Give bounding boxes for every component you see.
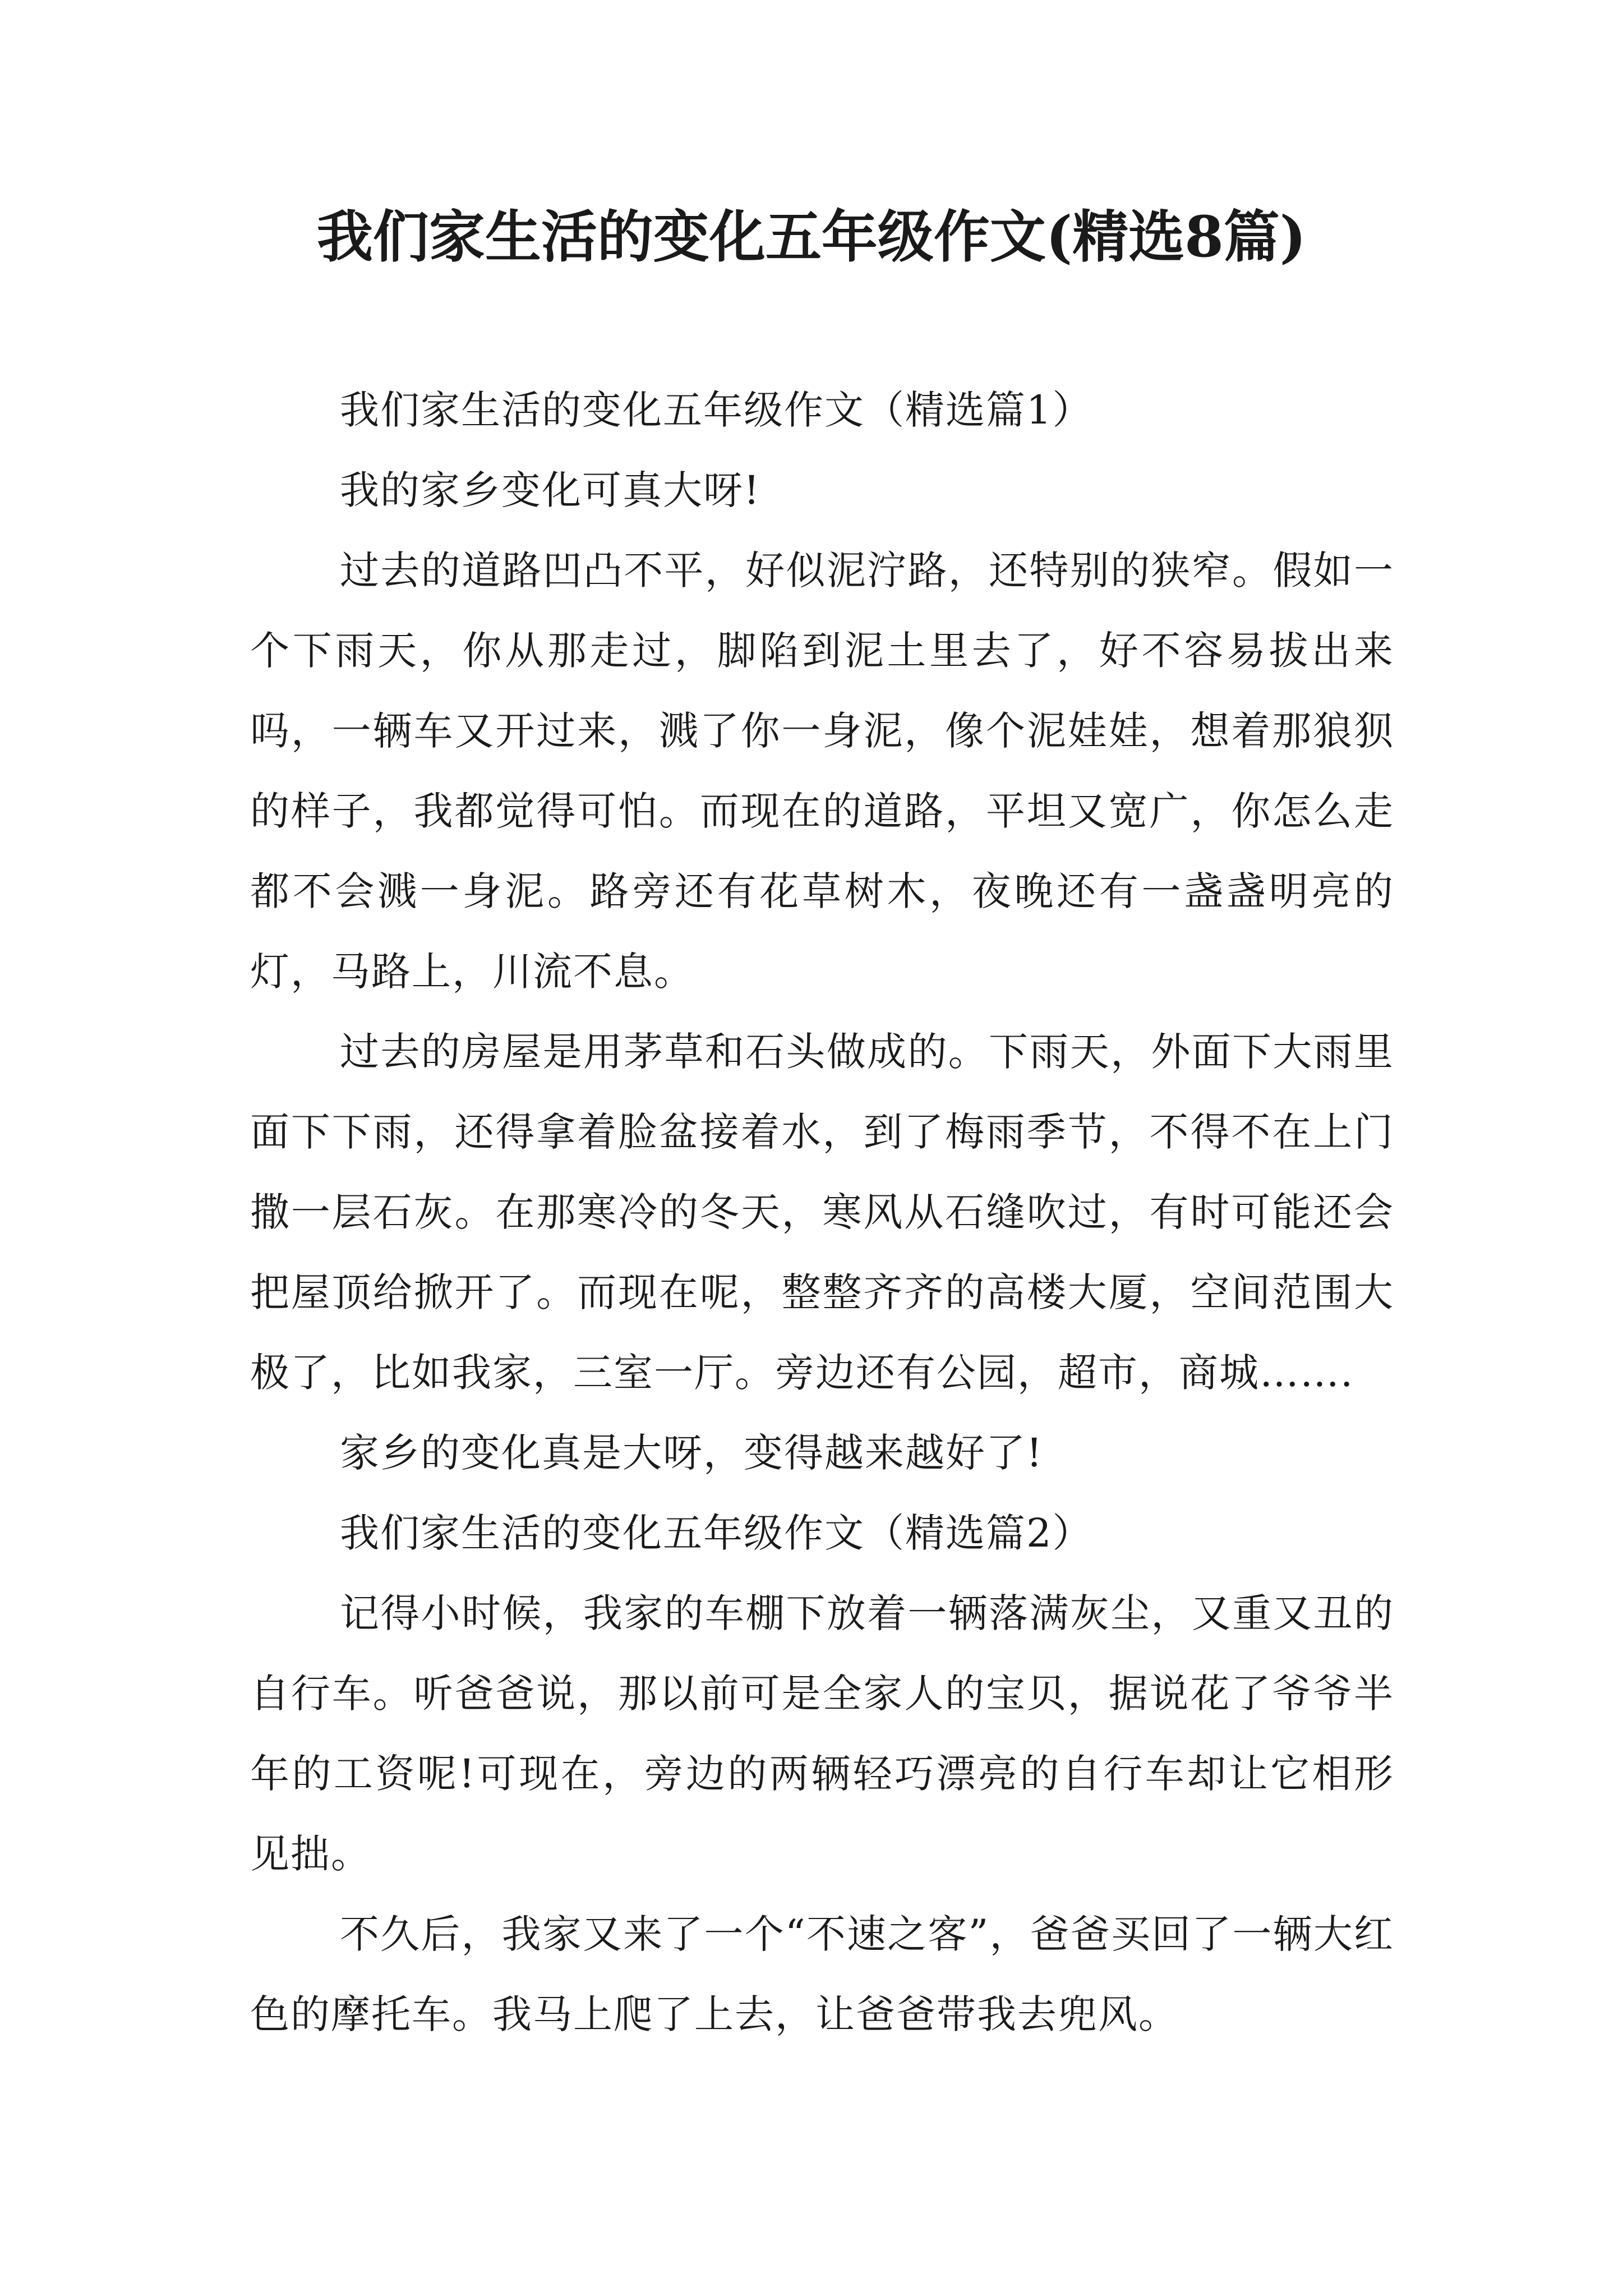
paragraph-2: 过去的道路凹凸不平，好似泥泞路，还特别的狭窄。假如一个下雨天，你从那走过，脚陷到泥土里去了，好不容易拔出来吗，一辆车又开过来，溅了你一身泥，像个泥娃娃，想着那狼狈的样子，我都觉得可怕。而现在的道路，平坦又宽广，你怎么走都不会溅一身泥。路旁还有花草树木，夜晚还有一盏盏明亮的灯，马路上，川流不息。 — [250, 547, 1394, 995]
section-heading-2: 我们家生活的变化五年级作文（精选篇2） — [340, 1510, 1093, 1556]
paragraph-3: 过去的房屋是用茅草和石头做成的。下雨天，外面下大雨里面下下雨，还得拿着脸盆接着水，到了梅雨季节，不得不在上门撒一层石灰。在那寒冷的冬天，寒风从石缝吹过，有时可能还会把屋顶给掀开了。而现在呢，整整齐齐的高楼大厦，空间范围大极了，比如我家，三室一厅。旁边还有公园，超市，商城……. — [250, 1029, 1394, 1396]
paragraph-6: 不久后，我家又来了一个“不速之客”，爸爸买回了一辆大红色的摩托车。我马上爬了上去，让爸爸带我去兜风。 — [250, 1911, 1394, 2037]
paragraph-5: 记得小时候，我家的车棚下放着一辆落满灰尘，又重又丑的自行车。听爸爸说，那以前可是全家人的宝贝，据说花了爷爷半年的工资呢!可现在，旁边的两辆轻巧漂亮的自行车却让它相形见拙。 — [250, 1590, 1394, 1877]
paragraph-4: 家乡的变化真是大呀，变得越来越好了! — [340, 1430, 1044, 1476]
document-body — [250, 370, 1394, 2055]
paragraph-1: 我的家乡变化可真大呀! — [340, 467, 761, 513]
section-heading-1: 我们家生活的变化五年级作文（精选篇1） — [340, 387, 1093, 433]
document-title: 我们家生活的变化五年级作文(精选8篇) — [316, 204, 1307, 270]
